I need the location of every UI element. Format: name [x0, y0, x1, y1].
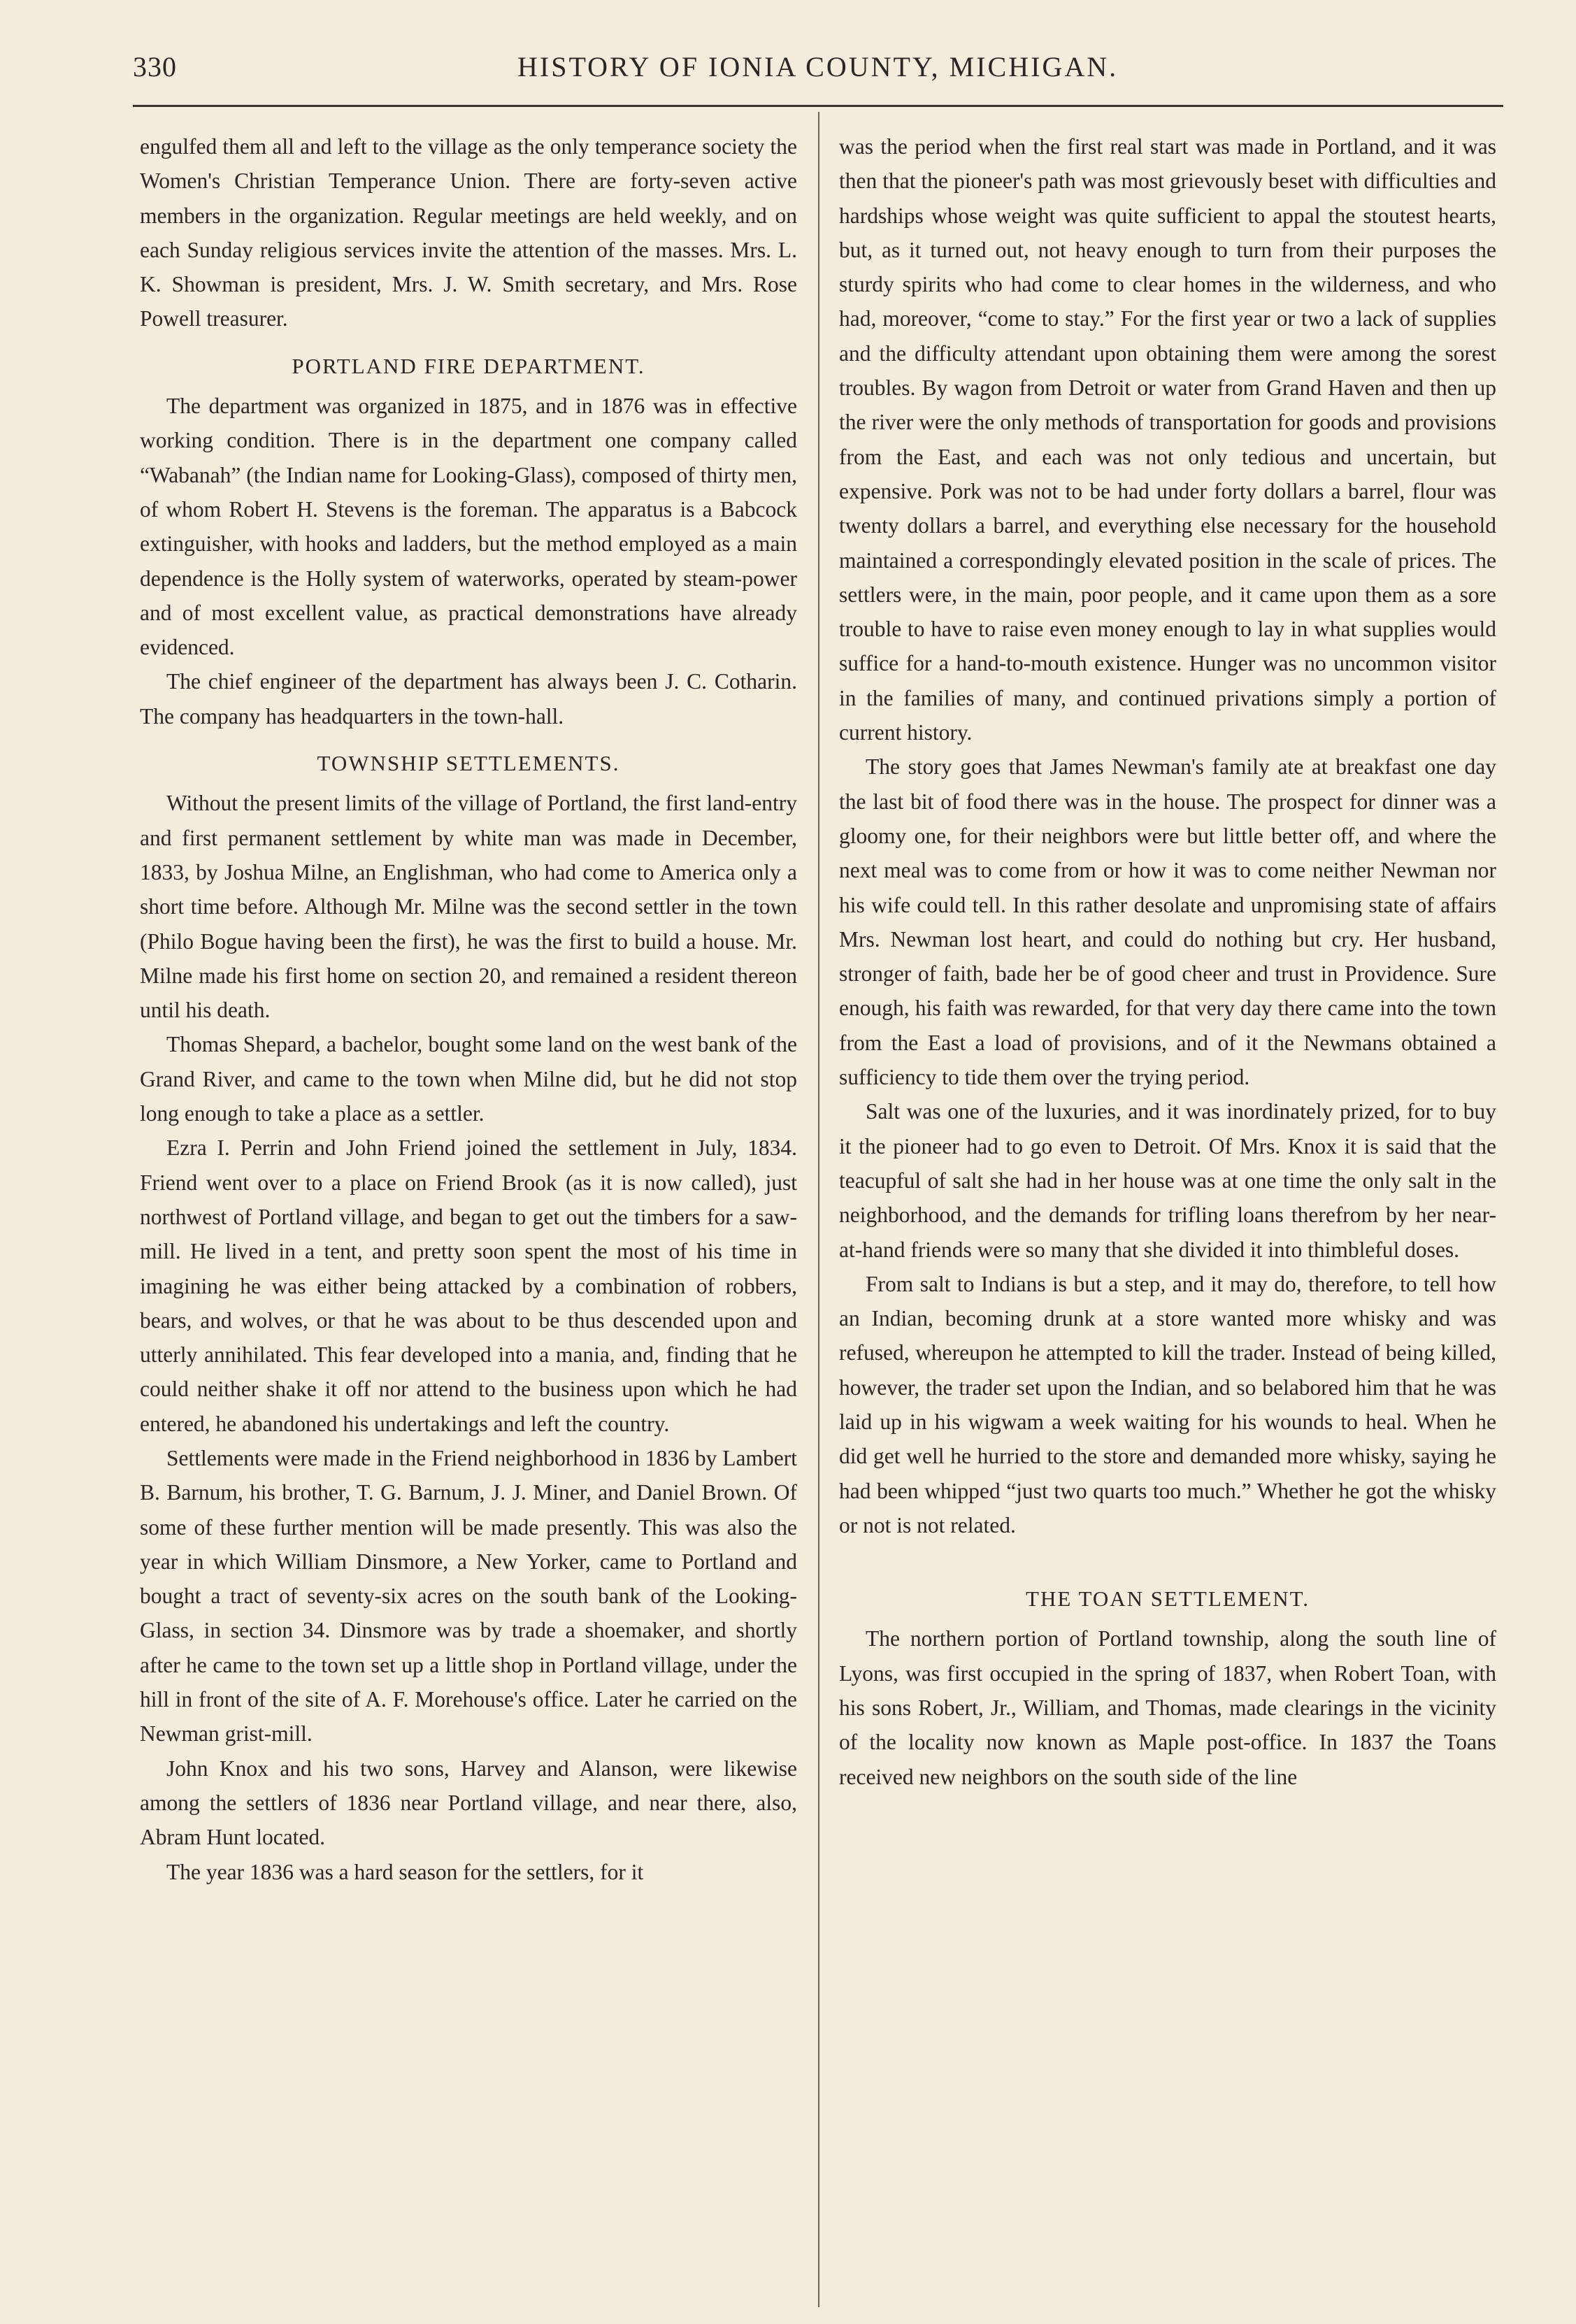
paragraph: engulfed them all and left to the village as the only temperance society the Women's Christian Temperance Union. There are forty-seven active members in the organization. Regular meetings are held weekly, and on each Sunday religious services invite the attention of the masses. Mrs. L. K. Showman is president, Mrs. J. W. Smith secretary, and Mrs. Rose Powell treasurer. [140, 134, 797, 331]
paragraph: was the period when the first real start was made in Portland, and it was then that the pioneer's path was most grievously beset with difficulties and hardships whose weight was quite sufficient to appal the stoutest hearts, but, as it turned out, not heavy enough to turn from their purposes the sturdy spirits who had come to clear homes in the wilderness, and who had, moreover, “come to stay.” For the first year or two a lack of supplies and the difficulty attendant upon obtaining them were among the sorest troubles. By wagon from Detroit or water from Grand Haven and then up the river were the only methods of transportation for goods and provisions from the East, and each was not only tedious and uncertain, but expensive. Pork was not to be had under forty dollars a barrel, flour was twenty dollars a barrel, and everything else necessary for the household maintained a correspondingly elevated position in the scale of prices. The settlers were, in the main, poor people, and it came upon them as a sore trouble to have to raise even money enough to lay in what supplies would suffice for a hand-to-mouth existence. Hunger was no uncommon visitor in the families of many, and continued privations simply a portion of current history. [839, 134, 1496, 745]
right-column [839, 129, 1496, 1794]
running-head: HISTORY OF IONIA COUNTY, MICHIGAN. [517, 51, 1119, 83]
page-header [133, 50, 1503, 92]
header-rule [133, 105, 1503, 107]
section-heading-toan-settlement: THE TOAN SETTLEMENT. [1026, 1586, 1310, 1612]
column-divider [818, 112, 819, 2307]
paragraph: John Knox and his two sons, Harvey and Alanson, were likewise among the settlers of 1836 near Portland village, and near there, also, Abram Hunt located. [140, 1756, 797, 1850]
paragraph: Settlements were made in the Friend neighborhood in 1836 by Lambert B. Barnum, his brother, T. G. Barnum, J. J. Miner, and Daniel Brown. Of some of these further mention will be made presently. This was also the year in which William Dinsmore, a New Yorker, came to Portland and bought a tract of seventy-six acres on the south bank of the Looking-Glass, in section 34. Dinsmore was by trade a shoemaker, and shortly after he came to the town set up a little shop in Portland village, under the hill in front of the site of A. F. Morehouse's office. Later he carried on the Newman grist-mill. [140, 1445, 797, 1746]
paragraph: The department was organized in 1875, and in 1876 was in effective working condition. There is in the department one company called “Wabanah” (the Indian name for Looking-Glass), composed of thirty men, of whom Robert H. Stevens is the foreman. The apparatus is a Babcock extinguisher, with hooks and ladders, but the method employed as a main dependence is the Holly system of waterworks, operated by steam-power and of most excellent value, as practical demonstrations have already evidenced. [140, 394, 797, 660]
section-heading-township-settlements: TOWNSHIP SETTLEMENTS. [317, 751, 620, 776]
left-column [140, 129, 797, 1889]
paragraph: Ezra I. Perrin and John Friend joined the settlement in July, 1834. Friend went over to a place on Friend Brook (as it is now called), just northwest of Portland village, and began to get out the timbers for a saw-mill. He lived in a tent, and pretty soon spent the most of his time in imagining he was either being attacked by a combination of robbers, bears, and wolves, or that he was about to be thus descended upon and utterly annihilated. This fear developed into a mania, and, finding that he could neither shake it off nor attend to the business upon which he had entered, he abandoned his undertakings and left the country. [140, 1135, 797, 1436]
paragraph: Salt was one of the luxuries, and it was inordinately prized, for to buy it the pioneer had to go even to Detroit. Of Mrs. Knox it is said that the teacupful of salt she had in her house was at one time the only salt in the neighborhood, and the demands for trifling loans therefrom by her near-at-hand friends were so many that she divided it into thimbleful doses. [839, 1099, 1496, 1262]
paragraph: The year 1836 was a hard season for the settlers, for it [166, 1859, 644, 1884]
paragraph: The chief engineer of the department has always been J. C. Cotharin. The company has headquarters in the town-hall. [140, 669, 797, 729]
page-number: 330 [133, 51, 177, 83]
paragraph: Without the present limits of the village of Portland, the first land-entry and first permanent settlement by white man was made in December, 1833, by Joshua Milne, an Englishman, who had come to America only a short time before. Although Mr. Milne was the second settler in the town (Philo Bogue having been the first), he was the first to build a house. Mr. Milne made his first home on section 20, and remained a resident thereon until his death. [140, 791, 797, 1023]
paragraph: From salt to Indians is but a step, and it may do, therefore, to tell how an Indian, becoming drunk at a store wanted more whisky and was refused, whereupon he attempted to kill the trader. Instead of being killed, however, the trader set upon the Indian, and so belabored him that he was laid up in his wigwam a week waiting for his wounds to heal. When he did get well he hurried to the store and demanded more whisky, saying he had been whipped “just two quarts too much.” Whether he got the whisky or not is not related. [839, 1271, 1496, 1537]
paragraph: The northern portion of Portland township, along the south line of Lyons, was first occupied in the spring of 1837, when Robert Toan, with his sons Robert, Jr., William, and Thomas, made clearings in the vicinity of the locality now known as Maple post-office. In 1837 the Toans received new neighbors on the south side of the line [839, 1626, 1496, 1789]
section-heading-fire-department: PORTLAND FIRE DEPARTMENT. [292, 353, 645, 378]
paragraph: The story goes that James Newman's family ate at breakfast one day the last bit of food there was in the house. The prospect for dinner was a gloomy one, for their neighbors were but little better off, and where the next meal was to come from or how it was to come neither Newman nor his wife could tell. In this rather desolate and unpromising state of affairs Mrs. Newman lost heart, and could do nothing but cry. Her husband, stronger of faith, bade her be of good cheer and trust in Providence. Sure enough, his faith was rewarded, for that very day there came into the town from the East a load of provisions, and of it the Newmans obtained a sufficiency to tide them over the trying period. [839, 754, 1496, 1090]
paragraph: Thomas Shepard, a bachelor, bought some land on the west bank of the Grand River, and came to the town when Milne did, but he did not stop long enough to take a place as a settler. [140, 1032, 797, 1126]
